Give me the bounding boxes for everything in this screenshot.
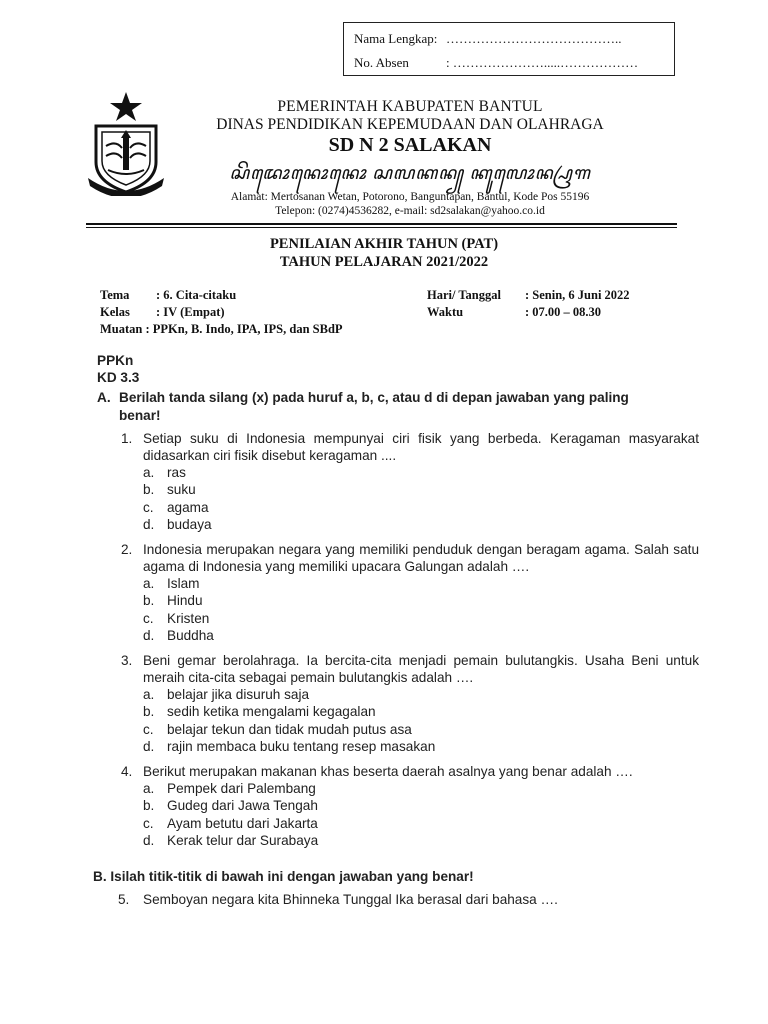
school-contact: Telepon: (0274)4536282, e-mail: sd2salakan@yahoo.co.id: [275, 205, 545, 217]
option-letter: b.: [143, 593, 155, 609]
option-letter: d.: [143, 739, 155, 755]
option-letter: a.: [143, 465, 155, 480]
question-text: Berikut merupakan makanan khas beserta daerah asalnya yang benar adalah ….: [143, 764, 633, 779]
question-1: [121, 430, 699, 534]
option-c[interactable]: [143, 610, 699, 627]
option-letter: d.: [143, 833, 155, 849]
option-a[interactable]: [143, 686, 699, 703]
option-text: agama: [167, 499, 209, 515]
option-text: ras: [167, 465, 186, 480]
kelas-label: Kelas: [100, 305, 130, 319]
question-number: 2.: [121, 542, 133, 557]
option-text: sedih ketika mengalami kegagalan: [167, 704, 376, 720]
option-letter: c.: [143, 610, 154, 626]
option-c[interactable]: [143, 815, 699, 832]
exam-title: PENILAIAN AKHIR TAHUN (PAT): [269, 236, 499, 252]
section-a-text-2: benar!: [119, 408, 161, 423]
option-text: Pempek dari Palembang: [167, 781, 316, 796]
absen-label: No. Absen: [354, 55, 409, 70]
option-d[interactable]: [143, 832, 699, 849]
javanese-script-line: ꦱꦼꦢꦺꦴꦤꦺꦴꦤꦺꦴ ꦱꦭꦏꦤ꧀ ꦏꦸꦭꦺꦴꦤ꧀ꦥꦿꦒ: [229, 163, 591, 183]
option-letter: d.: [143, 517, 155, 533]
question-options: [143, 464, 699, 534]
option-letter: a.: [143, 576, 155, 591]
option-letter: a.: [143, 781, 155, 796]
hari-value: : Senin, 6 Juni 2022: [525, 288, 630, 302]
option-d[interactable]: [143, 516, 699, 533]
option-text: rajin membaca buku tentang resep masakan: [167, 739, 436, 755]
option-d[interactable]: [143, 738, 699, 755]
waktu-value: : 07.00 – 08.30: [525, 305, 602, 319]
option-text: belajar jika disuruh saja: [167, 687, 310, 702]
option-letter: a.: [143, 687, 155, 702]
option-letter: c.: [143, 499, 154, 515]
question-options: [143, 575, 699, 645]
option-letter: c.: [143, 815, 154, 831]
regency-emblem-logo: [82, 86, 170, 196]
academic-year: TAHUN PELAJARAN 2021/2022: [279, 254, 489, 270]
option-letter: b.: [143, 704, 155, 720]
option-b[interactable]: [143, 797, 699, 814]
option-c[interactable]: [143, 721, 699, 738]
question-text: Setiap suku di Indonesia mempunyai ciri fisik yang berbeda. Keragaman masyarakat didasarkan ciri fisik disebut keragaman ....: [143, 431, 699, 463]
option-b[interactable]: [143, 703, 699, 720]
section-a-text-1: Berilah tanda silang (x) pada huruf a, b, c, atau d di depan jawaban yang paling: [119, 390, 629, 405]
option-text: Kristen: [167, 610, 210, 626]
hari-label: Hari/ Tanggal: [427, 288, 501, 302]
option-text: Gudeg dari Jawa Tengah: [167, 798, 318, 814]
question-5: [118, 892, 558, 907]
subject-kd: KD 3.3: [97, 370, 140, 385]
option-c[interactable]: [143, 499, 699, 516]
question-3: [121, 652, 699, 756]
option-text: suku: [167, 482, 196, 498]
question-number: 5.: [118, 892, 130, 907]
tema-label: Tema: [100, 288, 130, 302]
question-text: Beni gemar berolahraga. Ia bercita-cita menjadi pemain bulutangkis. Usaha Beni untuk meraih cita-cita sebagai pemain bulutangkis adalah ….: [143, 653, 699, 685]
question-number: 3.: [121, 653, 133, 668]
name-blank[interactable]: …………………………………..: [446, 31, 622, 46]
header-rule-thick: [86, 223, 677, 225]
section-a-letter: A.: [97, 390, 111, 405]
option-text: belajar tekun dan tidak mudah putus asa: [167, 721, 412, 737]
option-letter: b.: [143, 482, 155, 498]
header-rule-thin: [86, 227, 677, 228]
question-text: Semboyan negara kita Bhinneka Tunggal Ika berasal dari bahasa ….: [143, 892, 558, 907]
question-number: 4.: [121, 764, 133, 779]
school-name: SD N 2 SALAKAN: [328, 134, 492, 156]
department-line: DINAS PENDIDIKAN KEPEMUDAAN DAN OLAHRAGA: [216, 116, 604, 133]
question-number: 1.: [121, 431, 133, 446]
question-2: [121, 541, 699, 645]
option-a[interactable]: [143, 780, 699, 797]
waktu-label: Waktu: [427, 305, 464, 319]
kelas-value: : IV (Empat): [156, 305, 225, 319]
name-label: Nama Lengkap:: [354, 31, 438, 46]
section-a-instruction: [97, 389, 697, 425]
exam-meta-left: [100, 287, 343, 338]
option-text: Islam: [167, 576, 200, 591]
option-letter: c.: [143, 721, 154, 737]
option-letter: b.: [143, 798, 155, 814]
subject-heading: [97, 352, 139, 386]
option-text: budaya: [167, 517, 212, 533]
tema-value: : 6. Cita-citaku: [156, 288, 237, 302]
muatan-value: Muatan : PPKn, B. Indo, IPA, IPS, dan SBdP: [100, 322, 343, 336]
option-a[interactable]: [143, 575, 699, 592]
government-line: PEMERINTAH KABUPATEN BANTUL: [277, 98, 543, 115]
option-d[interactable]: [143, 627, 699, 644]
option-text: Kerak telur dar Surabaya: [167, 833, 319, 849]
option-a[interactable]: [143, 464, 699, 481]
option-text: Ayam betutu dari Jakarta: [167, 815, 318, 831]
option-b[interactable]: [143, 481, 699, 498]
option-text: Hindu: [167, 593, 203, 609]
question-options: [143, 780, 699, 850]
absen-blank[interactable]: : ………………….....………………: [446, 55, 639, 70]
section-b-instruction: B. Isilah titik-titik di bawah ini dengan jawaban yang benar!: [93, 869, 474, 884]
subject-name: PPKn: [97, 353, 134, 368]
option-b[interactable]: [143, 592, 699, 609]
question-text: Indonesia merupakan negara yang memiliki penduduk dengan beragam agama. Salah satu agama di Indonesia yang memiliki upacara Galungan adalah ….: [143, 542, 699, 574]
exam-meta-right: [427, 287, 630, 321]
option-text: Buddha: [167, 628, 214, 644]
school-address: Alamat: Mertosanan Wetan, Potorono, Banguntapan, Bantul, Kode Pos 55196: [230, 191, 590, 203]
option-letter: d.: [143, 628, 155, 644]
question-options: [143, 686, 699, 756]
question-4: [121, 763, 699, 850]
student-info-box: [343, 22, 675, 76]
